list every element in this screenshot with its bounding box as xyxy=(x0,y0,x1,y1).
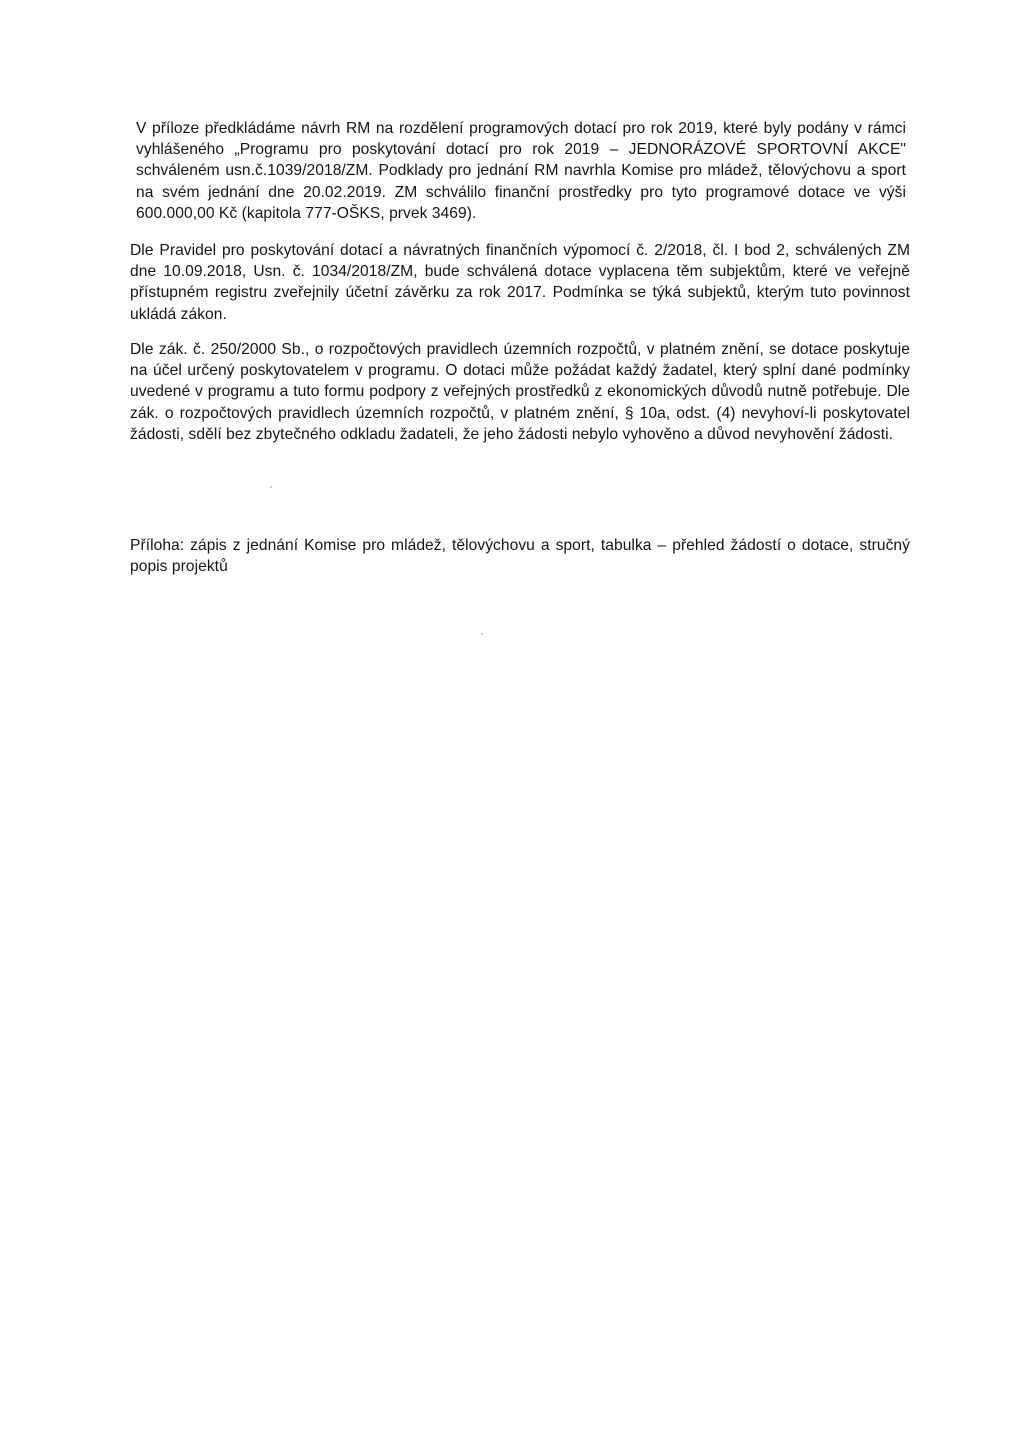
paragraph-attachment: Příloha: zápis z jednání Komise pro mládež, tělovýchovu a sport, tabulka – přehled žádostí o dotace, stručný popis projektů xyxy=(130,537,910,576)
paragraph-intro: V příloze předkládáme návrh RM na rozdělení programových dotací pro rok 2019, které byly podány v rámci vyhlášeného „Programu pro poskytování dotací pro rok 2019 – JEDNORÁZOVÉ SPORTOVNÍ AKCE" schváleném usn.č.1039/2018/ZM. Podklady pro jednání RM navrhla Komise pro mládež, tělovýchovu a sport na svém jednání dne 20.02.2019. ZM schválilo finanční prostředky pro tyto programové dotace ve výši 600.000,00 Kč (kapitola 777-OŠKS, prvek 3469). xyxy=(136,120,906,222)
scan-speck xyxy=(481,633,483,635)
paragraph-rules: Dle Pravidel pro poskytování dotací a návratných finančních výpomocí č. 2/2018, čl. I bod 2, schválených ZM dne 10.09.2018, Usn. č. 1034/2018/ZM, bude schválená dotace vyplacena těm subjektům, které ve veřejně přístupném registru zveřejnily účetní závěrku za rok 2017. Podmínka se týká subjektů, kterým tuto povinnost ukládá zákon. xyxy=(130,242,910,323)
scan-speck xyxy=(270,486,272,488)
paragraph-law: Dle zák. č. 250/2000 Sb., o rozpočtových pravidlech územních rozpočtů, v platném znění, se dotace poskytuje na účel určený poskytovatelem v programu. O dotaci může požádat každý žadatel, který splní dané podmínky uvedené v programu a tuto formu podpory z veřejných prostředků z ekonomických důvodů nutně potřebuje. Dle zák. o rozpočtových pravidlech územních rozpočtů, v platném znění, § 10a, odst. (4) nevyhoví-li poskytovatel žádosti, sdělí bez zbytečného odkladu žadateli, že jeho žádosti nebylo vyhověno a důvod nevyhovění žádosti. xyxy=(130,341,910,443)
